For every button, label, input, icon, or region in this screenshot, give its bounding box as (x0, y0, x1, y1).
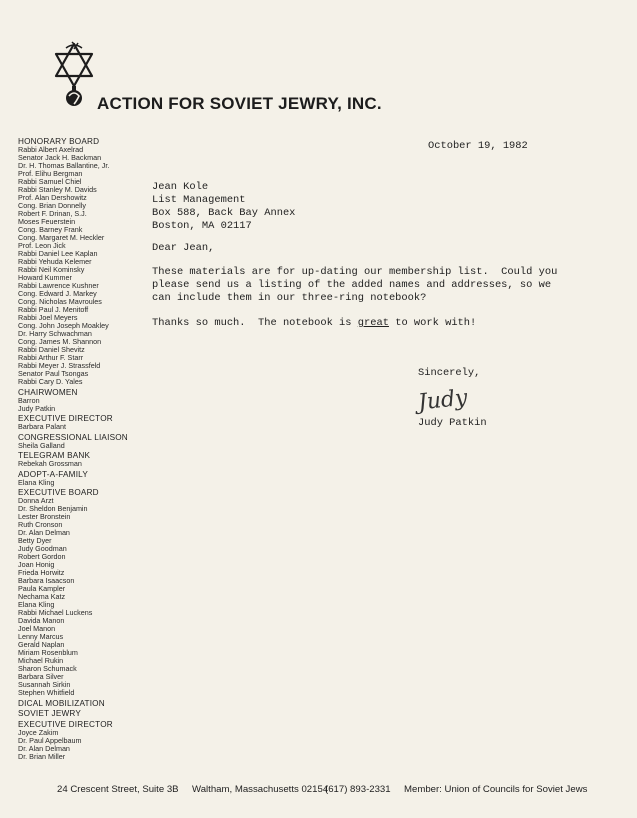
footer-phone: (617) 893-2331 (325, 784, 391, 795)
sidebar-member-name: Prof. Leon Jick (18, 242, 66, 250)
sidebar-member-name: Barbara Palant (18, 423, 66, 431)
footer-address: 24 Crescent Street, Suite 3B (57, 784, 179, 795)
closing: Sincerely, (418, 367, 481, 379)
sidebar-member-name: Ruth Cronson (18, 521, 63, 529)
sidebar-member-name: Rabbi Neil Kominsky (18, 266, 85, 274)
salutation: Dear Jean, (152, 242, 215, 254)
sidebar-member-name: Dr. Harry Schwachman (18, 330, 92, 338)
sidebar-member-name: Prof. Alan Dershowitz (18, 194, 87, 202)
sidebar-section-heading: SOVIET JEWRY (18, 710, 82, 718)
sidebar-member-name: Dr. Paul Appelbaum (18, 736, 82, 745)
sidebar-section-heading: EXECUTIVE BOARD (18, 489, 99, 497)
sidebar-member-name: Joan Honig (18, 561, 55, 569)
sidebar-member-name: Rabbi Yehuda Kelemer (18, 258, 92, 266)
sidebar-member-name: Dr. Alan Delman (18, 744, 70, 753)
sidebar-member-name: Joel Manon (18, 625, 56, 633)
thanks-text-end: to work with! (388, 317, 477, 329)
sidebar-member-name: Gerald Naplan (18, 641, 65, 649)
sidebar-member-name: Paula Kampler (18, 585, 66, 593)
thanks-text: Thanks so much. The notebook is (152, 317, 358, 329)
sidebar-section-heading: CHAIRWOMEN (18, 388, 78, 397)
board-member-sidebar (18, 138, 143, 761)
sidebar-member-name: Rabbi Cary D. Yales (18, 378, 83, 386)
thanks-line (152, 317, 476, 329)
sidebar-member-name: Cong. James M. Shannon (18, 338, 102, 346)
sidebar-member-name: Stephen Whitfield (18, 689, 75, 697)
sidebar-member-name: Rabbi Daniel Shevitz (18, 346, 85, 354)
recipient-name: Jean Kole (152, 181, 209, 193)
sidebar-member-name: Rabbi Joel Meyers (18, 314, 78, 322)
thanks-emphasis: great (357, 317, 389, 329)
letter-date: October 19, 1982 (428, 140, 528, 152)
sidebar-member-name: Rabbi Lawrence Kushner (18, 282, 99, 290)
sidebar-member-name: Rabbi Samuel Chiel (18, 178, 82, 186)
sidebar-member-name: Rebekah Grossman (18, 460, 82, 468)
sidebar-member-name: Barbara Isaacson (18, 577, 75, 585)
sidebar-member-name: Senator Paul Tsongas (18, 370, 89, 378)
sidebar-member-name: Lenny Marcus (18, 633, 64, 641)
sidebar-member-name: Lester Bronstein (18, 513, 71, 521)
sidebar-member-name: Prof. Elihu Bergman (18, 170, 83, 178)
signer-name: Judy Patkin (418, 417, 487, 429)
body-line: please send us a listing of the added names and addresses, so we (152, 279, 552, 291)
sidebar-section-heading: EXECUTIVE DIRECTOR (18, 415, 113, 423)
sidebar-member-name: Judy Goodman (18, 545, 67, 553)
sidebar-member-name: Barron (18, 396, 40, 405)
sidebar-member-name: Davida Manon (18, 617, 65, 625)
recipient-box: Box 588, Back Bay Annex (152, 207, 296, 219)
sidebar-member-name: Cong. John Joseph Moakley (18, 322, 109, 330)
recipient-city: Boston, MA 02117 (152, 220, 252, 232)
sidebar-member-name: Elana Kling (18, 478, 55, 487)
sidebar-member-name: Judy Patkin (18, 404, 56, 413)
sidebar-member-name: Dr. Alan Delman (18, 529, 70, 537)
sidebar-section-heading: CONGRESSIONAL LIAISON (18, 433, 128, 442)
body-line: These materials are for up-dating our membership list. Could you (152, 266, 558, 278)
sidebar-member-name: Rabbi Stanley M. Davids (18, 186, 97, 194)
organization-name: ACTION FOR SOVIET JEWRY, INC. (97, 94, 382, 113)
sidebar-member-name: Rabbi Meyer J. Strassfeld (18, 362, 101, 370)
handwritten-signature: Judy (416, 385, 469, 416)
sidebar-member-name: Moses Feuerstein (18, 218, 76, 226)
sidebar-member-name: Betty Dyer (18, 537, 52, 545)
body-line: can include them in our three-ring notebook? (152, 292, 427, 304)
sidebar-member-name: Cong. Brian Donnelly (18, 202, 86, 210)
sidebar-member-name: Robert F. Drinan, S.J. (18, 210, 87, 218)
sidebar-member-name: Rabbi Arthur F. Starr (18, 354, 84, 362)
sidebar-member-name: Cong. Margaret M. Heckler (18, 234, 105, 242)
sidebar-member-name: Dr. Brian Miller (18, 752, 66, 761)
footer-membership: Member: Union of Councils for Soviet Jews (404, 784, 588, 795)
sidebar-member-name: Dr. H. Thomas Ballantine, Jr. (18, 162, 110, 170)
sidebar-member-name: Elana Kling (18, 601, 55, 609)
sidebar-member-name: Senator Jack H. Backman (18, 154, 102, 162)
sidebar-member-name: Nechama Katz (18, 593, 66, 601)
sidebar-section-heading: DICAL MOBILIZATION (18, 699, 105, 708)
sidebar-member-name: Howard Kummer (18, 274, 72, 282)
sidebar-member-name: Cong. Barney Frank (18, 226, 83, 234)
sidebar-member-name: Sheila Galland (18, 441, 65, 450)
organization-logo-icon (52, 40, 96, 112)
sidebar-section-heading: HONORARY BOARD (18, 138, 100, 146)
sidebar-member-name: Susannah Sirkin (18, 681, 71, 689)
sidebar-member-name: Michael Rukin (18, 657, 64, 665)
sidebar-member-name: Joyce Zakim (18, 728, 59, 737)
sidebar-member-name: Cong. Edward J. Markey (18, 290, 97, 298)
sidebar-member-name: Cong. Nicholas Mavroules (18, 298, 102, 306)
sidebar-member-name: Donna Arzt (18, 497, 54, 505)
sidebar-member-name: Rabbi Michael Luckens (18, 609, 93, 617)
sidebar-member-name: Frieda Horwitz (18, 569, 65, 577)
sidebar-member-name: Sharon Schumack (18, 665, 77, 673)
sidebar-section-heading: EXECUTIVE DIRECTOR (18, 720, 113, 729)
sidebar-section-heading: TELEGRAM BANK (18, 452, 91, 460)
sidebar-member-name: Miriam Rosenblum (18, 649, 78, 657)
recipient-department: List Management (152, 194, 246, 206)
sidebar-member-name: Rabbi Albert Axelrad (18, 146, 84, 154)
sidebar-member-name: Rabbi Daniel Lee Kaplan (18, 250, 98, 258)
footer-city: Waltham, Massachusetts 02154 (192, 784, 329, 795)
sidebar-member-name: Rabbi Paul J. Menitoff (18, 306, 89, 314)
sidebar-member-name: Dr. Sheldon Benjamin (18, 505, 88, 513)
sidebar-member-name: Robert Gordon (18, 553, 66, 561)
sidebar-member-name: Barbara Silver (18, 673, 64, 681)
sidebar-section-heading: ADOPT-A-FAMILY (18, 470, 88, 479)
